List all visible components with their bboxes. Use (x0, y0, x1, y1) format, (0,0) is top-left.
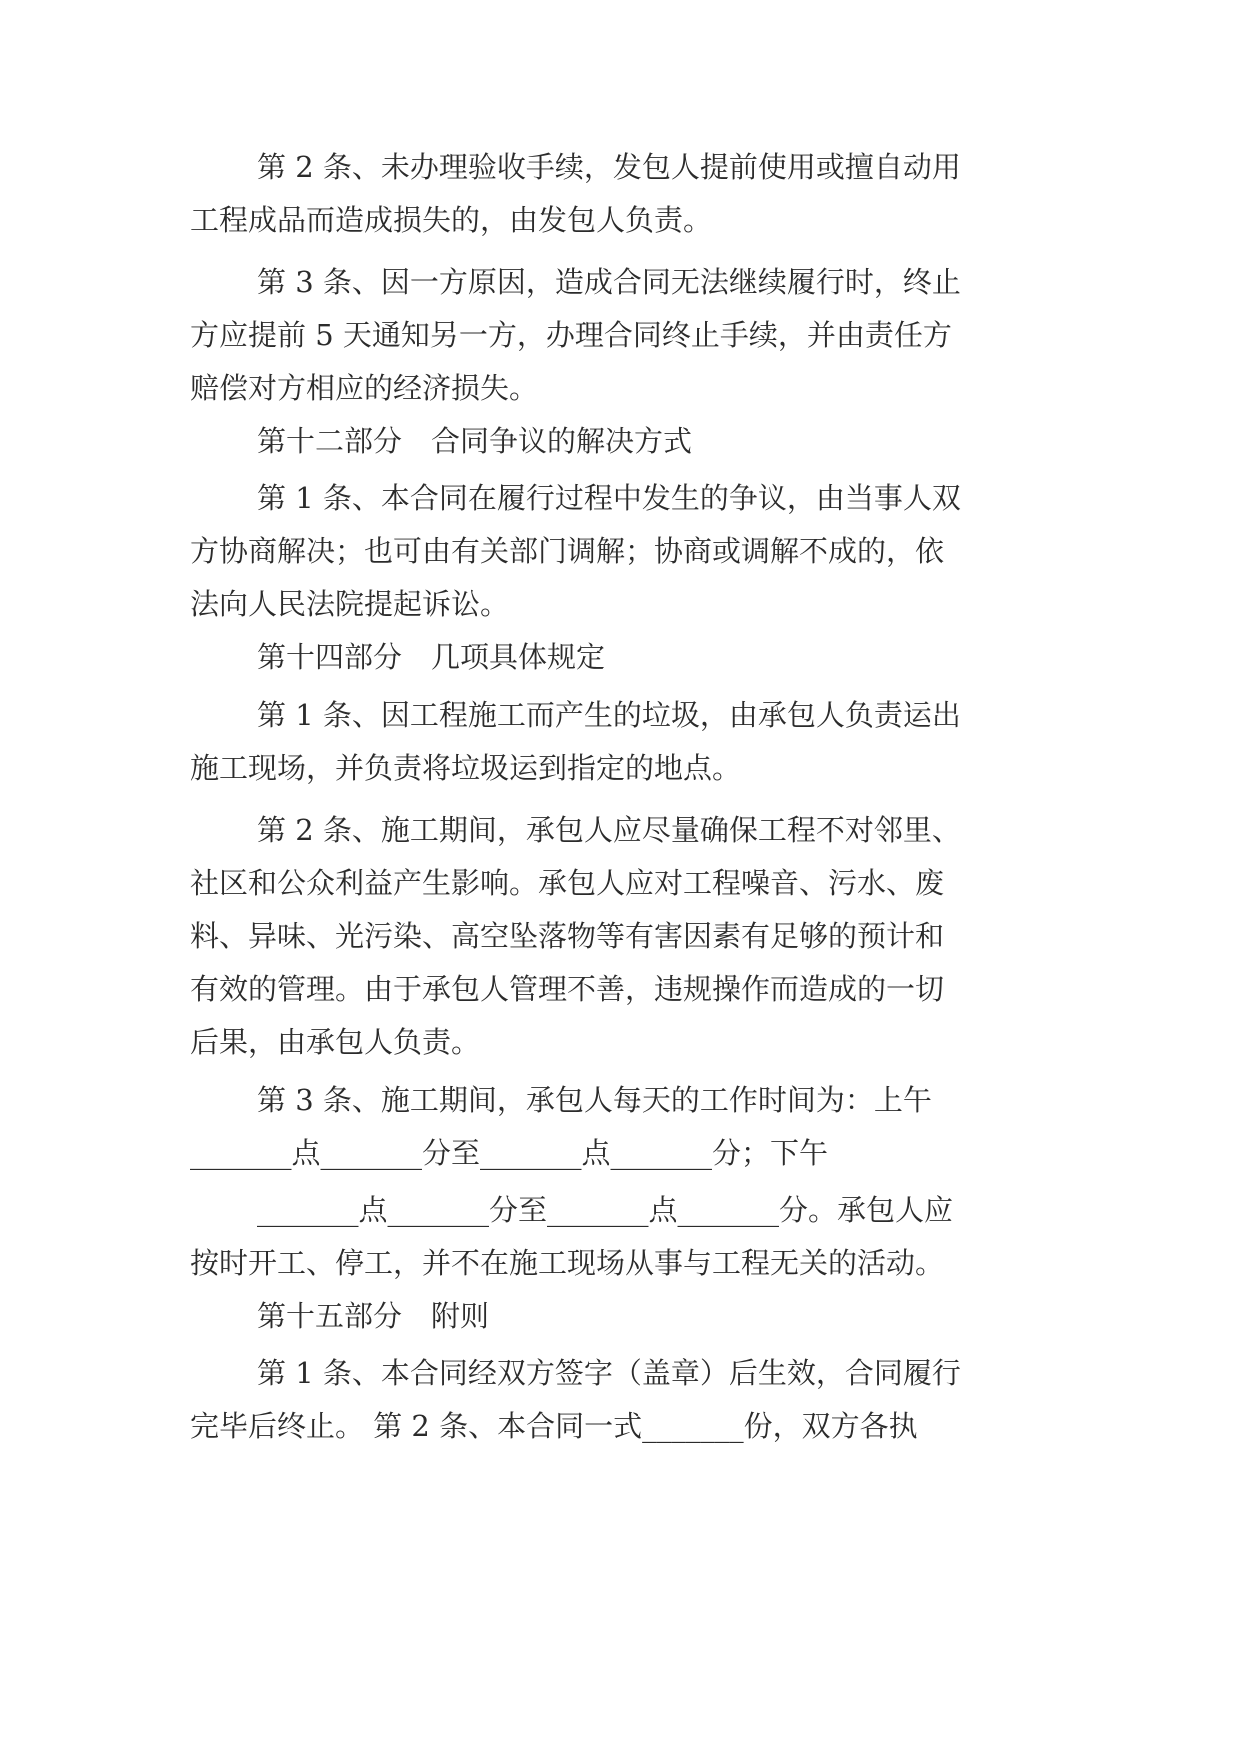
text-line: 施工现场，并负责将垃圾运到指定的地点。 (190, 751, 742, 785)
text-line: 第 1 条、本合同经双方签字（盖章）后生效，合同履行 (257, 1356, 961, 1390)
text-line: 法向人民法院提起诉讼。 (190, 587, 510, 621)
blank-fill-line: _______点_______分至_______点_______分；下午 (190, 1136, 829, 1170)
text-line: 第 3 条、因一方原因，造成合同无法继续履行时，终止 (257, 265, 961, 299)
text-line: 后果，由承包人负责。 (190, 1025, 481, 1059)
text-line: 第 3 条、施工期间，承包人每天的工作时间为：上午 (257, 1083, 932, 1117)
text-line: 第 1 条、因工程施工而产生的垃圾，由承包人负责运出 (257, 698, 961, 732)
blank-fill-line: _______点_______分至_______点_______分。承包人应 (257, 1193, 954, 1227)
section-heading: 第十五部分 附则 (257, 1299, 490, 1333)
section-heading: 第十二部分 合同争议的解决方式 (257, 424, 693, 458)
text-line: 方协商解决；也可由有关部门调解；协商或调解不成的，依 (190, 534, 945, 568)
text-line: 有效的管理。由于承包人管理不善，违规操作而造成的一切 (190, 972, 945, 1006)
section-heading: 第十四部分 几项具体规定 (257, 640, 606, 674)
text-line: 社区和公众利益产生影响。承包人应对工程噪音、污水、废 (190, 866, 945, 900)
text-line: 工程成品而造成损失的，由发包人负责。 (190, 203, 713, 237)
text-line: 按时开工、停工，并不在施工现场从事与工程无关的活动。 (190, 1246, 945, 1280)
text-line: 方应提前 5 天通知另一方，办理合同终止手续，并由责任方 (190, 318, 952, 352)
text-line: 料、异味、光污染、高空坠落物等有害因素有足够的预计和 (190, 919, 945, 953)
text-line: 第 2 条、施工期间，承包人应尽量确保工程不对邻里、 (257, 813, 961, 847)
text-line: 第 2 条、未办理验收手续，发包人提前使用或擅自动用 (257, 150, 961, 184)
text-line: 赔偿对方相应的经济损失。 (190, 371, 539, 405)
text-line: 完毕后终止。 第 2 条、本合同一式_______份，双方各执 (190, 1409, 918, 1443)
text-line: 第 1 条、本合同在履行过程中发生的争议，由当事人双 (257, 481, 961, 515)
